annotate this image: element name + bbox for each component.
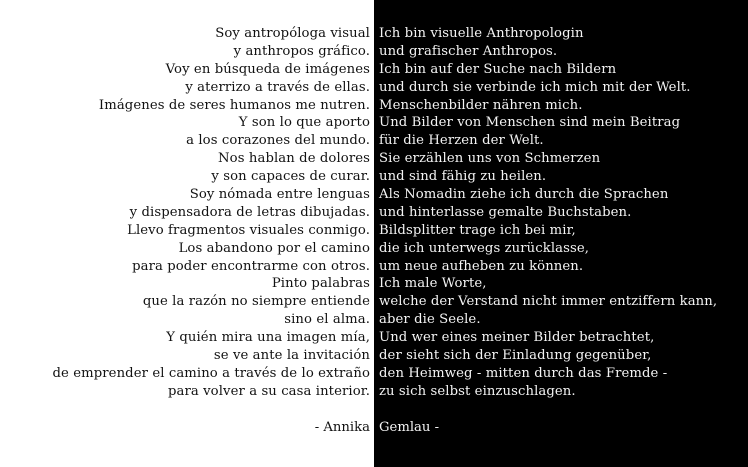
- spanish-poem-line: y aterrizo a través de ellas.: [185, 79, 370, 95]
- spanish-poem-line: Pinto palabras: [271, 276, 370, 292]
- spanish-poem-line: que la razón no siempre entiende: [142, 294, 370, 310]
- german-poem-line: und grafischer Anthropos.: [379, 43, 558, 59]
- german-poem-panel: [374, 0, 748, 467]
- spanish-poem-line: Imágenes de seres humanos me nutren.: [98, 97, 370, 113]
- german-poem-line: Ich bin visuelle Anthropologin: [379, 26, 584, 41]
- german-poem-line: um neue aufheben zu können.: [379, 258, 584, 274]
- german-poem-line: Bildsplitter trage ich bei mir,: [379, 222, 576, 238]
- spanish-poem-line: y son capaces de curar.: [211, 169, 370, 185]
- german-poem-line: der sieht sich der Einladung gegenüber,: [379, 348, 652, 364]
- spanish-poem-line: de emprender el camino a través de lo extraño: [52, 365, 370, 381]
- spanish-poem-line: para volver a su casa interior.: [167, 383, 370, 399]
- spanish-poem-line: Y quién mira una imagen mía,: [166, 330, 370, 346]
- spanish-poem-line: Llevo fragmentos visuales conmigo.: [127, 222, 370, 238]
- german-poem-line: Und wer eines meiner Bilder betrachtet,: [379, 330, 655, 346]
- german-poem-line: aber die Seele.: [379, 312, 481, 328]
- german-poem-line: für die Herzen der Welt.: [379, 133, 544, 149]
- german-poem-line: Ich bin auf der Suche nach Bildern: [379, 61, 617, 77]
- german-poem-line: welche der Verstand nicht immer entziffern kann,: [379, 294, 718, 310]
- spanish-poem-line: Nos hablan de dolores: [218, 151, 370, 167]
- spanish-poem-line: sino el alma.: [284, 312, 370, 328]
- german-poem-line: und hinterlasse gemalte Buchstaben.: [379, 204, 632, 220]
- german-poem-line: zu sich selbst einzuschlagen.: [379, 383, 576, 399]
- spanish-poem-line: a los corazones del mundo.: [186, 133, 370, 149]
- spanish-poem-line: Soy antropóloga visual: [215, 26, 370, 41]
- german-poem-line: Als Nomadin ziehe ich durch die Sprachen: [379, 187, 669, 203]
- spanish-poem-line: y dispensadora de letras dibujadas.: [129, 204, 370, 220]
- author-signature-right: Gemlau -: [379, 420, 440, 435]
- german-poem-line: und durch sie verbinde ich mich mit der Welt.: [379, 79, 691, 95]
- german-poem-line: die ich unterwegs zurücklasse,: [379, 240, 590, 256]
- german-poem-line: Sie erzählen uns von Schmerzen: [379, 151, 601, 167]
- spanish-poem-line: Los abandono por el camino: [178, 240, 370, 256]
- spanish-poem-line: Soy nómada entre lenguas: [189, 187, 370, 203]
- german-poem-line: Und Bilder von Menschen sind mein Beitrag: [379, 115, 681, 131]
- spanish-poem-line: Y son lo que aporto: [238, 115, 370, 131]
- spanish-poem-line: se ve ante la invitación: [213, 348, 370, 364]
- spanish-poem: [52, 25, 370, 401]
- german-poem-line: und sind fähig zu heilen.: [379, 169, 547, 185]
- spanish-poem-line: y anthropos gráfico.: [233, 43, 370, 59]
- spanish-poem-line: para poder encontrarme con otros.: [132, 258, 370, 274]
- german-poem-line: Ich male Worte,: [379, 276, 487, 292]
- author-signature-left: - Annika: [314, 420, 370, 435]
- german-poem-line: Menschenbilder nähren mich.: [379, 97, 583, 113]
- spanish-poem-line: Voy en búsqueda de imágenes: [165, 61, 370, 77]
- german-poem: [379, 25, 717, 401]
- german-poem-line: den Heimweg - mitten durch das Fremde -: [379, 365, 668, 381]
